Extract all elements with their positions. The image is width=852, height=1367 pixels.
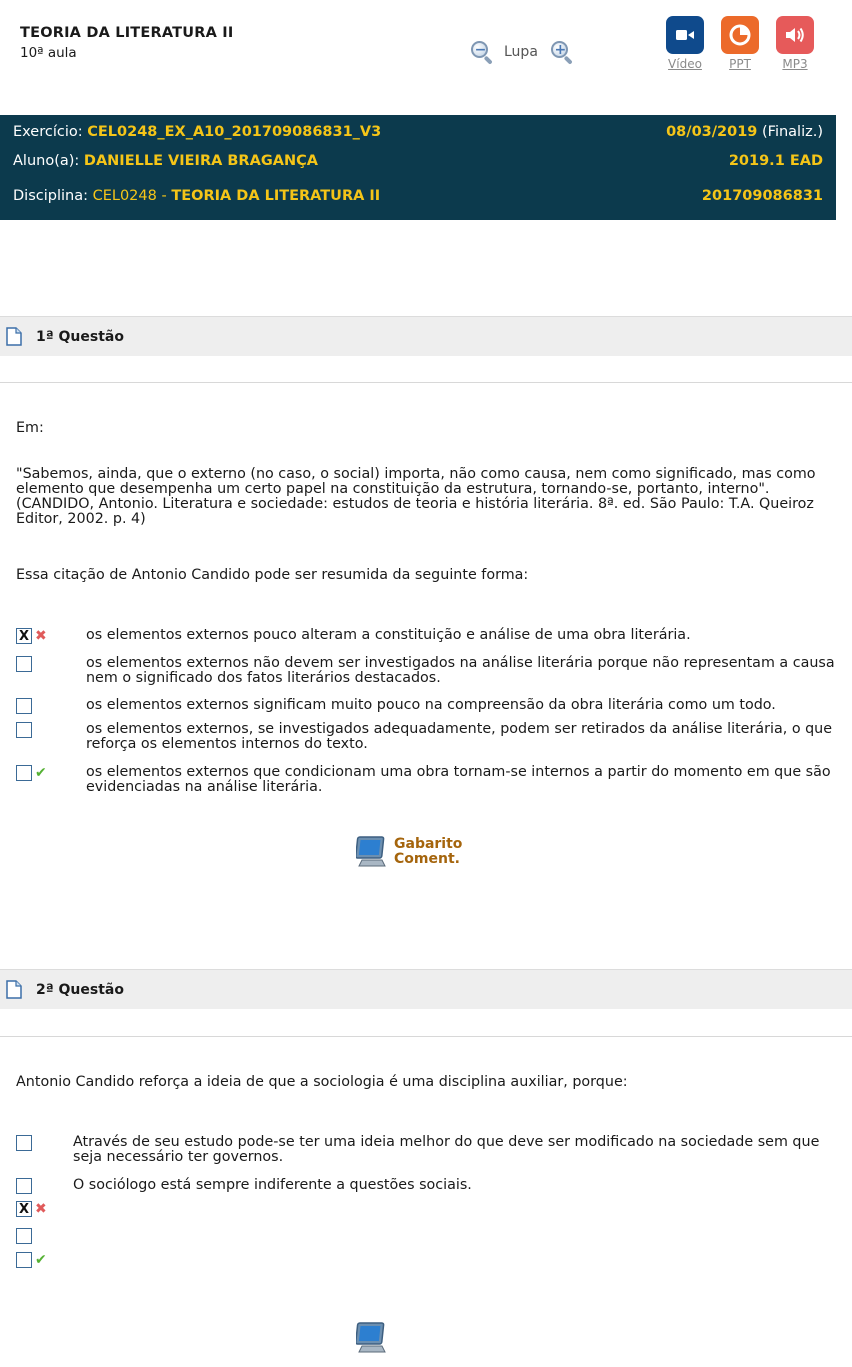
video-icon: [666, 16, 704, 54]
mp3-label: MP3: [782, 57, 808, 71]
computer-icon: [356, 835, 388, 869]
exercise-code: CEL0248_EX_A10_201709086831_V3: [87, 124, 382, 140]
wrong-icon: ✖: [35, 1201, 47, 1217]
question-2-header: [0, 969, 852, 1009]
option-text: os elementos externos, se investigados adequadamente, podem ser retirados da análise literária, o que reforça os elementos internos do texto.: [86, 721, 833, 752]
student-field: [13, 153, 318, 169]
option-text: os elementos externos significam muito pouco na compreensão da obra literária como um todo.: [86, 697, 776, 713]
discipline-separator: -: [156, 188, 172, 204]
question-1-intro: Em:: [16, 420, 44, 436]
ppt-link[interactable]: [720, 16, 760, 71]
exercise-date: 08/03/2019: [666, 124, 758, 140]
option-checkbox[interactable]: X: [16, 628, 32, 644]
video-label: Vídeo: [668, 57, 702, 71]
gabarito-comentado-button[interactable]: [356, 835, 462, 869]
exercise-field: [13, 124, 381, 140]
gabarito-comentado-button[interactable]: [356, 1321, 388, 1359]
question-2-option[interactable]: [16, 1135, 836, 1165]
zoom-out-icon: −: [474, 41, 487, 58]
question-1-header: [0, 316, 852, 356]
computer-icon: [356, 1321, 388, 1355]
question-2-prompt: Antonio Candido reforça a ideia de que a sociologia é uma disciplina auxiliar, porque:: [16, 1074, 628, 1090]
wrong-icon: ✖: [35, 628, 47, 644]
course-title: TEORIA DA LITERATURA II: [20, 25, 234, 41]
option-checkbox[interactable]: [16, 1252, 32, 1268]
gabarito-label: Gabarito: [394, 836, 463, 852]
option-checkbox[interactable]: [16, 722, 32, 738]
question-1-option[interactable]: [16, 765, 836, 795]
exercise-info-box: [0, 115, 836, 220]
question-2-option[interactable]: [16, 1201, 836, 1217]
option-text: os elementos externos não devem ser investigados na análise literária porque não representam a causa nem o significado dos fatos literários destacados.: [86, 655, 835, 686]
question-1-option[interactable]: [16, 722, 836, 752]
option-text: os elementos externos pouco alteram a constituição e análise de uma obra literária.: [86, 627, 691, 643]
option-text: Através de seu estudo pode-se ter uma ideia melhor do que deve ser modificado na sociedade sem que seja necessário ter governos.: [73, 1134, 820, 1165]
option-checkbox[interactable]: [16, 1178, 32, 1194]
ppt-icon: [721, 16, 759, 54]
media-links: [665, 16, 815, 71]
question-1-quote: "Sabemos, ainda, que o externo (no caso, o social) importa, não como causa, nem como significado, mas como elemento que desempenha um certo papel na constituição da estrutura, tornando-se, portanto, interno". (CANDIDO, Antonio. Literatura e sociedade: estudos de teoria e história literária. 8ª. ed. São Paulo: T.A. Queiroz Editor, 2002. p. 4): [16, 466, 816, 527]
document-icon: [6, 980, 22, 999]
question-2-option[interactable]: [16, 1178, 836, 1194]
option-checkbox[interactable]: [16, 1135, 32, 1151]
option-checkbox[interactable]: X: [16, 1201, 32, 1217]
question-2-title: 2ª Questão: [36, 981, 124, 998]
zoom-out-button[interactable]: [470, 40, 494, 64]
question-1-option[interactable]: [16, 656, 836, 686]
registration-number: 201709086831: [701, 188, 823, 204]
lupa-label: Lupa: [504, 44, 538, 60]
document-icon: [6, 327, 22, 346]
ppt-label: PPT: [729, 57, 751, 71]
option-text: os elementos externos que condicionam uma obra tornam-se internos a partir do momento em que são evidenciadas na análise literária.: [86, 764, 831, 795]
question-1-option[interactable]: [16, 698, 836, 714]
question-1-prompt: Essa citação de Antonio Candido pode ser resumida da seguinte forma:: [16, 567, 529, 583]
correct-icon: ✔: [35, 765, 47, 781]
comentario-label: Coment.: [394, 851, 460, 867]
divider: [0, 382, 852, 383]
exercise-status: (Finaliz.): [762, 124, 823, 140]
mp3-link[interactable]: [775, 16, 815, 71]
video-link[interactable]: [665, 16, 705, 71]
discipline-field: [13, 188, 380, 204]
term: 2019.1 EAD: [728, 153, 823, 169]
student-label: Aluno(a):: [13, 153, 80, 169]
zoom-controls: [470, 40, 574, 64]
zoom-in-icon: +: [554, 41, 567, 58]
option-text: O sociólogo está sempre indiferente a questões sociais.: [73, 1177, 472, 1193]
zoom-in-button[interactable]: [550, 40, 574, 64]
correct-icon: ✔: [35, 1252, 47, 1268]
question-1-title: 1ª Questão: [36, 328, 124, 345]
option-checkbox[interactable]: [16, 698, 32, 714]
question-1-option[interactable]: [16, 628, 836, 644]
option-checkbox[interactable]: [16, 765, 32, 781]
option-checkbox[interactable]: [16, 1228, 32, 1244]
discipline-code: CEL0248: [92, 188, 157, 204]
exercise-date-field: [666, 124, 823, 140]
discipline-label: Disciplina:: [13, 188, 88, 204]
lesson-number: 10ª aula: [20, 45, 77, 61]
question-2-option[interactable]: [16, 1228, 836, 1244]
option-checkbox[interactable]: [16, 656, 32, 672]
exercise-label: Exercício:: [13, 124, 83, 140]
discipline-name: TEORIA DA LITERATURA II: [171, 188, 381, 204]
question-2-option[interactable]: [16, 1252, 836, 1268]
divider: [0, 1036, 852, 1037]
student-name: DANIELLE VIEIRA BRAGANÇA: [83, 153, 318, 169]
audio-icon: [776, 16, 814, 54]
